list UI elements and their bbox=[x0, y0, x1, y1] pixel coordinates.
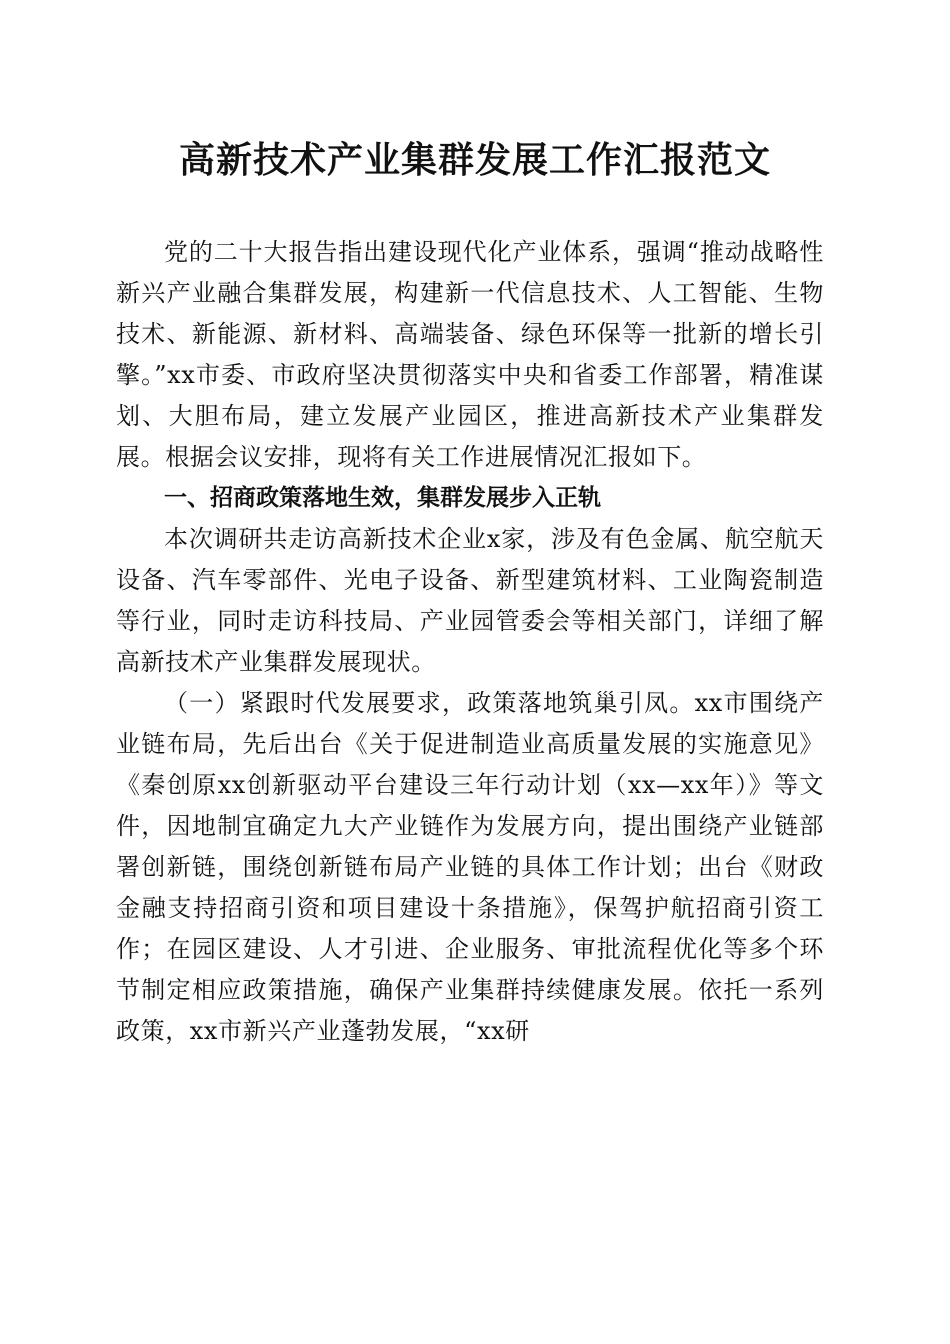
document-title: 高新技术产业集群发展工作汇报范文 bbox=[178, 139, 771, 181]
policy-paragraph: （一）紧跟时代发展要求，政策落地筑巢引凤。xx市围绕产业链布局，先后出台《关于促进制造业高质量发展的实施意见》《秦创原xx创新驱动平台建设三年行动计划（xx—xx年）》等文件，因地制宜确定九大产业链作为发展方向，提出围绕产业链部署创新链，围绕创新链布局产业链的具体工作计划；出台《财政金融支持招商引资和项目建设十条措施》，保驾护航招商引资工作；在园区建设、人才引进、企业服务、审批流程优化等多个环节制定相应政策措施，确保产业集群持续健康发展。依托一系列政策，xx市新兴产业蓬勃发展，“xx研 bbox=[116, 689, 824, 1045]
survey-paragraph: 本次调研共走访高新技术企业x家，涉及有色金属、航空航天设备、汽车零部件、光电子设备、新型建筑材料、工业陶瓷制造等行业，同时走访科技局、产业园管委会等相关部门，详细了解高新技术产业集群发展现状。 bbox=[116, 525, 824, 676]
document-body bbox=[116, 232, 824, 1052]
section-heading-1: 一、招商政策落地生效，集群发展步入正轨 bbox=[164, 485, 601, 511]
intro-paragraph: 党的二十大报告指出建设现代化产业体系，强调“推动战略性新兴产业融合集群发展，构建新一代信息技术、人工智能、生物技术、新能源、新材料、高端装备、绿色环保等一批新的增长引擎。”xx市委、市政府坚决贯彻落实中央和省委工作部署，精准谋划、大胆布局，建立发展产业园区，推进高新技术产业集群发展。根据会议安排，现将有关工作进展情况汇报如下。 bbox=[116, 238, 824, 471]
